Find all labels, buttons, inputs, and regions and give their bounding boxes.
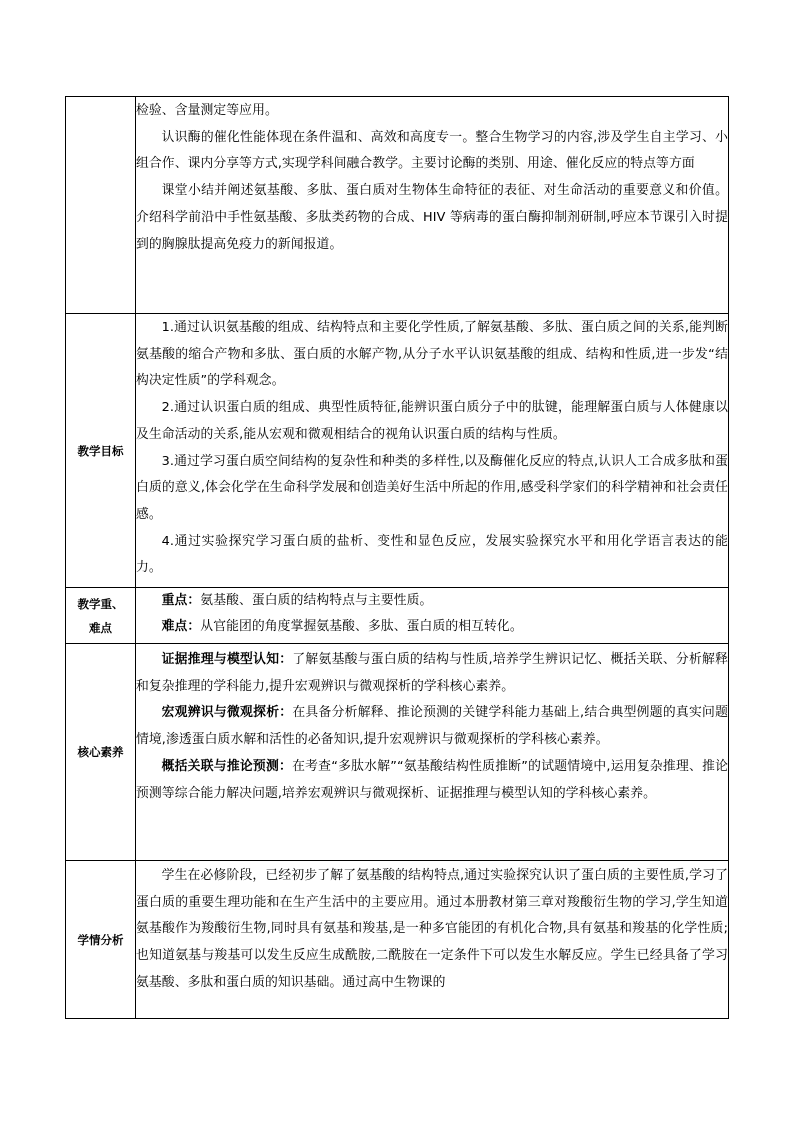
row-core-competencies xyxy=(66,644,729,861)
label-key-difficult-points xyxy=(66,588,136,644)
difficult-point-item xyxy=(136,614,728,640)
row-teaching-goals xyxy=(66,314,729,588)
label-core-competencies: 核心素养 xyxy=(66,644,136,861)
key-point-item xyxy=(136,588,728,614)
competency-item xyxy=(136,647,728,700)
label-line: 难点 xyxy=(89,620,112,635)
goal-paragraph: 2.通过认识蛋白质的组成、典型性质特征,能辨识蛋白质分子中的肽键，能理解蛋白质与人体健康以及生命活动的关系,能从宏观和微观相结合的视角认识蛋白质的结构与性质。 xyxy=(136,400,728,442)
row-key-difficult-points xyxy=(66,588,729,644)
goal-paragraph: 1.通过认识氨基酸的组成、结构特点和主要化学性质,了解氨基酸、多肽、蛋白质之间的关系,能判断氨基酸的缩合产物和多肽、蛋白质的水解产物,从分子水平认识氨基酸的组成、结构和性质,进一步发“结构决定性质”的学科观念。 xyxy=(136,320,728,389)
term-text: 在具备分析解释、推论预测的关键学科能力基础上,结合典型例题的真实问题情境,渗透蛋白质水解和活性的必备知识,提升宏观辨识与微观探析的学科核心素养。 xyxy=(136,705,729,748)
key-points-content xyxy=(136,588,729,644)
label-line: 教学重、 xyxy=(77,596,124,611)
paragraph: 课堂小结并阐述氨基酸、多肽、蛋白质对生物体生命特征的表征、对生命活动的重要意义和价值。介绍科学前沿中手性氨基酸、多肽类药物的合成、HIV 等病毒的蛋白酶抑制剂研制,呼应本节课引入时提到的胸腺肽提高免疫力的新闻报道。 xyxy=(136,183,728,252)
row-continuation xyxy=(66,97,729,314)
paragraph: 学生在必修阶段，已经初步了解了氨基酸的结构特点,通过实验探究认识了蛋白质的主要性质,学习了蛋白质的重要生理功能和在生产生活中的主要应用。通过本册教材第三章对羧酸衍生物的学习,学生知道氨基酸作为羧酸衍生物,同时具有氨基和羧基,是一种多官能团的有机化合物,具有氨基和羧基的化学性质;也知道氨基与羧基可以发生反应生成酰胺,二酰胺在一定条件下可以发生水解反应。学生已经具备了学习氨基酸、多肽和蛋白质的知识基础。通过高中生物课的 xyxy=(136,868,728,990)
term: 证据推理与模型认知： xyxy=(161,652,293,667)
competency-item xyxy=(136,754,728,807)
lesson-plan-table xyxy=(65,96,729,1019)
term: 宏观辨识与微观探析： xyxy=(161,705,293,721)
term-text: 了解氨基酸与蛋白质的结构与性质,培养学生辨识记忆、概括关联、分析解释和复杂推理的学科能力,提升宏观辨识与微观探析的学科核心素养。 xyxy=(136,652,729,694)
row-learner-analysis xyxy=(66,861,729,1019)
goal-paragraph: 4.通过实验探究学习蛋白质的盐析、变性和显色反应，发展实验探究水平和用化学语言表达的能力。 xyxy=(136,533,728,576)
term-text: 氨基酸、蛋白质的结构特点与主要性质。 xyxy=(200,593,433,608)
learner-analysis-content xyxy=(136,861,729,1019)
term: 概括关联与推论预测： xyxy=(161,758,293,774)
teaching-goals-content xyxy=(136,314,729,588)
row-label-empty xyxy=(66,97,136,314)
paragraph: 检验、含量测定等应用。 xyxy=(136,103,278,118)
term: 重点： xyxy=(161,593,201,608)
term: 难点： xyxy=(161,619,201,634)
term-text: 在考查“多肽水解”“氨基酸结构性质推断”的试题情境中,运用复杂推理、推论预测等综合能力解决问题,培养宏观辨识与微观探析、证据推理与模型认知的学科核心素养。 xyxy=(136,758,729,801)
goal-paragraph: 3.通过学习蛋白质空间结构的复杂性和种类的多样性,以及酶催化反应的特点,认识人工合成多肽和蛋白质的意义,体会化学在生命科学发展和创造美好生活中所起的作用,感受科学家们的科学精神和社会责任感。 xyxy=(136,453,728,522)
label-learner-analysis: 学情分析 xyxy=(66,861,136,1019)
competency-item xyxy=(136,700,728,753)
continuation-content xyxy=(136,97,729,314)
label-teaching-goals: 教学目标 xyxy=(66,314,136,588)
core-competencies-content xyxy=(136,644,729,861)
paragraph: 认识酶的催化性能体现在条件温和、高效和高度专一。整合生物学习的内容,涉及学生自主学习、小组合作、课内分享等方式,实现学科间融合教学。主要讨论酶的类别、用途、催化反应的特点等方面 xyxy=(136,129,728,172)
term-text: 从官能团的角度掌握氨基酸、多肽、蛋白质的相互转化。 xyxy=(200,619,523,634)
